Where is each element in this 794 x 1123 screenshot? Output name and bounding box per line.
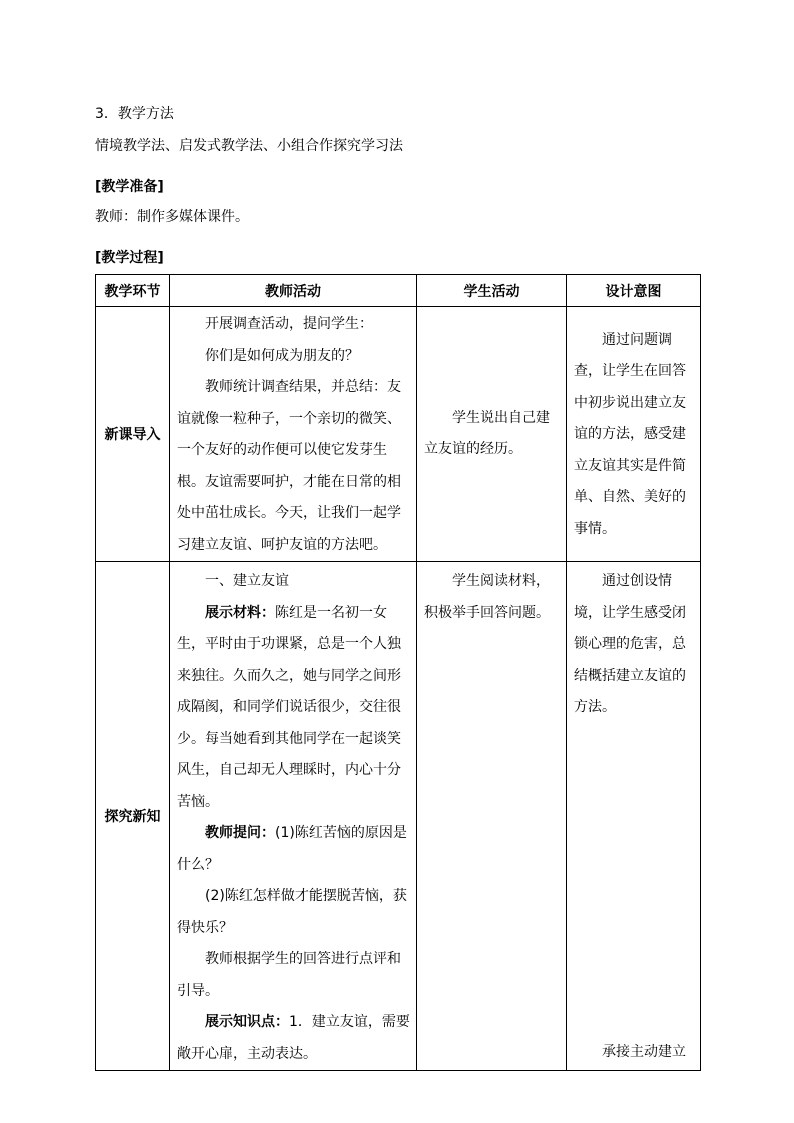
teacher-text: (2)陈红怎样做才能摆脱苦恼，获得快乐？: [177, 888, 407, 936]
intent-text: 通过问题调查，让学生在回答中初步说出建立友谊的方法，感受建立友谊其实是件简单、自然、美好的事情。: [574, 331, 686, 537]
header-teacher-activity: 教师活动: [170, 275, 417, 307]
intent-text: 通过创设情境，让学生感受闭锁心理的危害，总结概括建立友谊的方法。: [574, 573, 686, 715]
table-row: [96, 562, 701, 1071]
teacher-text: [177, 1007, 410, 1070]
material-text: 陈红是一名初一女生，平时由于功课紧，总是一个人独来独往。久而久之，她与同学之间形成隔阂，和同学们说话很少，交往很少。每当她看到其他同学在一起谈笑风生，自己却无人理睬时，内心十分苦恼。: [177, 604, 401, 810]
student-text: 学生说出自己建立友谊的经历。: [424, 409, 550, 457]
section-cell: 新课导入: [96, 307, 170, 562]
teacher-activity-cell: [170, 307, 417, 562]
section-cell: 探究新知: [96, 562, 170, 1071]
design-intent-cell: [567, 307, 701, 562]
student-activity-cell: [417, 562, 567, 1071]
teaching-process-table: [95, 274, 701, 1071]
teacher-text: 教师根据学生的回答进行点评和引导。: [177, 951, 401, 999]
teacher-text: 你们是如何成为朋友的？: [205, 347, 359, 364]
material-label: 展示材料：: [205, 604, 275, 621]
question-1: (1)陈红苦恼的原因是什么？: [177, 825, 407, 873]
header-student-activity: 学生活动: [417, 275, 567, 307]
process-heading: [教学过程]: [95, 250, 164, 266]
teacher-text: 一、建立友谊: [205, 573, 289, 589]
knowledge-text: 1．建立友谊，需要敞开心扉，主动表达。: [177, 1014, 410, 1062]
student-text: 学生阅读材料，积极举手回答问题。: [424, 573, 550, 621]
prep-heading: [教学准备]: [95, 179, 164, 195]
table-header-row: [96, 275, 701, 307]
methods-heading: 3．教学方法: [95, 106, 174, 122]
teacher-text: [177, 818, 410, 881]
table-row: [96, 307, 701, 562]
teacher-text: [177, 598, 410, 819]
teacher-text: 教师统计调查结果，并总结：友谊就像一粒种子，一个亲切的微笑、一个友好的动作便可以使它发芽生根。友谊需要呵护，才能在日常的相处中茁壮成长。今天，让我们一起学习建立友谊、呵护友谊的方法吧。: [177, 379, 401, 553]
teacher-activity-cell: [170, 562, 417, 1071]
design-intent-cell: [567, 562, 701, 1071]
header-section: 教学环节: [96, 275, 170, 307]
methods-text: 情境教学法、启发式教学法、小组合作探究学习法: [95, 138, 403, 154]
question-label: 教师提问：: [205, 825, 275, 841]
teacher-text: 开展调查活动，提问学生：: [205, 316, 373, 332]
intent-tail-text: 承接主动建立: [602, 1044, 686, 1060]
knowledge-label: 展示知识点：: [205, 1014, 289, 1030]
student-activity-cell: [417, 307, 567, 562]
prep-text: 教师：制作多媒体课件。: [95, 209, 249, 225]
header-design-intent: 设计意图: [567, 275, 701, 307]
